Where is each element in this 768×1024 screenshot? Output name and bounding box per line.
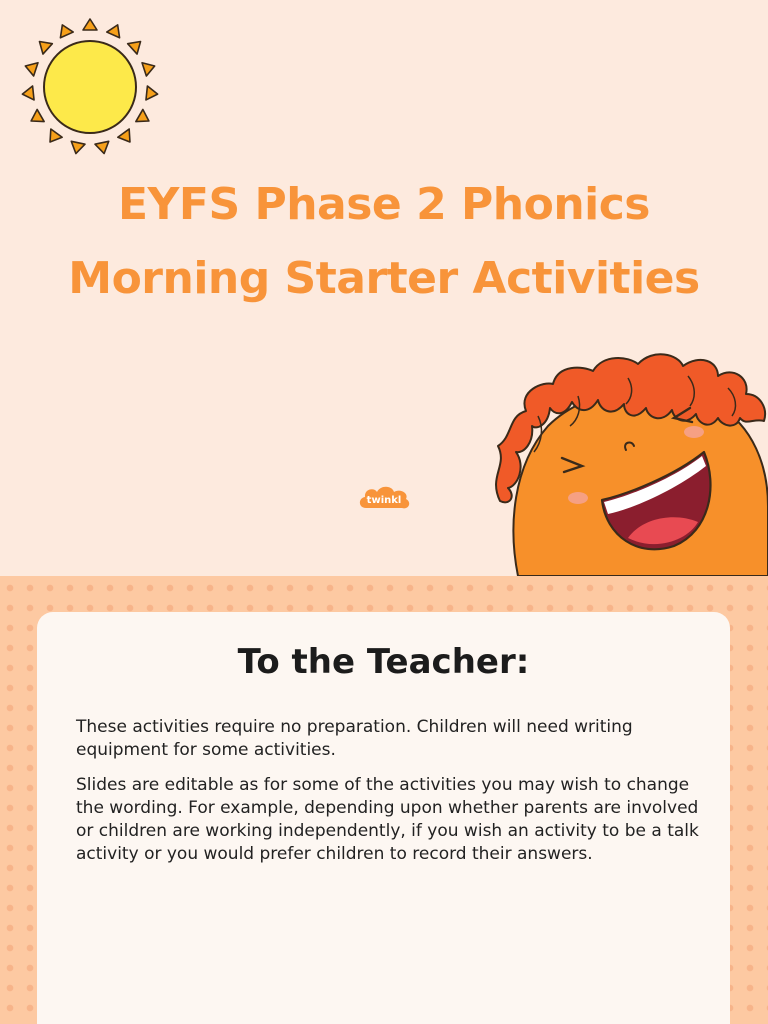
sun-icon — [10, 12, 170, 172]
teacher-note-heading: To the Teacher: — [237, 642, 530, 682]
laughing-character-illustration — [478, 326, 768, 576]
logo-text: twinkl — [366, 495, 402, 506]
title-line-1: EYFS Phase 2 Phonics — [117, 179, 650, 230]
teacher-note-paragraph-1: These activities require no preparation. Children will need writing equipment for some activities. — [76, 717, 633, 760]
teacher-note-slide — [0, 576, 768, 1024]
page-title — [0, 168, 768, 316]
teacher-note-paragraph-2: Slides are editable as for some of the activities you may wish to change the wording. For example, depending upon whether parents are involved or children are working independently, if you wish an activity to be a talk activity or you would prefer children to record their answers. — [76, 775, 699, 864]
teacher-note-body — [76, 716, 706, 878]
teacher-note-card — [37, 612, 730, 1024]
twinkl-logo — [356, 482, 412, 514]
title-line-2: Morning Starter Activities — [68, 253, 700, 304]
